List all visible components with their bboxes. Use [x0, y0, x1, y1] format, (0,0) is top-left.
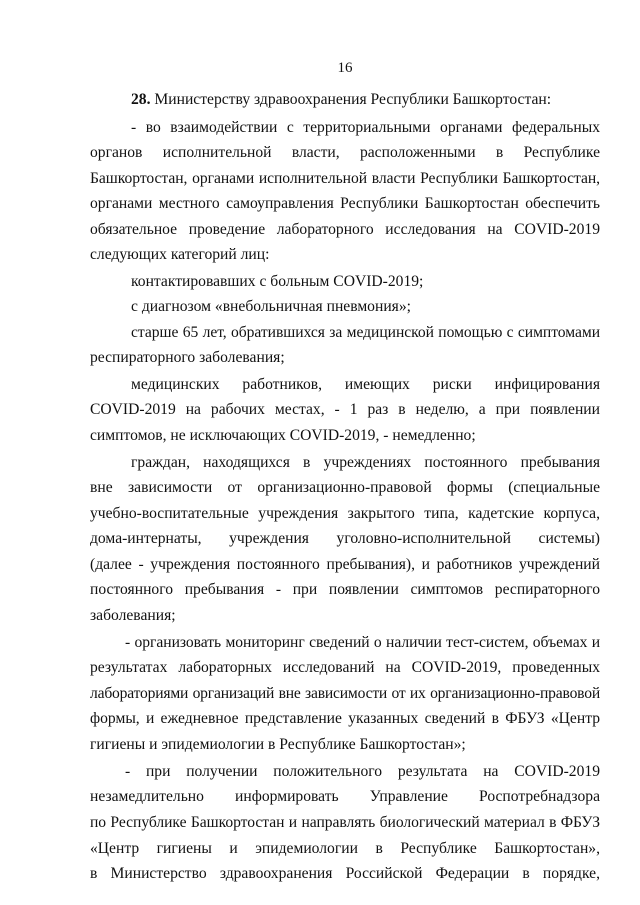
text-line: вне зависимости от организационно-правовой формы (специальные: [90, 479, 600, 496]
text-line: - при получении положительного результата на COVID-2019: [125, 763, 600, 780]
text-line: в Министерство здравоохранения Российской Федерации в порядке,: [90, 865, 600, 882]
text-line: лабораториями организаций вне зависимости от их организационно-правовой: [90, 685, 600, 702]
text-line: формы, и ежедневное представление указанных сведений в ФБУЗ «Центр: [90, 710, 600, 727]
text-line: постоянного пребывания - при появлении симптомов респираторного: [90, 581, 600, 598]
item-number: 28.: [131, 91, 151, 108]
text-line: симптомов, не исключающих COVID-2019, - немедленно;: [90, 427, 476, 444]
text-line: следующих категорий лиц:: [90, 246, 270, 263]
text-line: заболевания;: [90, 607, 176, 624]
page-number: 16: [337, 60, 353, 76]
text-line: незамедлительно информировать Управление Роспотребнадзора: [90, 788, 600, 805]
text-line: Башкортостан, органами исполнительной власти Республики Башкортостан,: [90, 170, 600, 187]
section-heading: [131, 90, 551, 110]
text-line: результатах лабораторных исследований на COVID-2019, проведенных: [90, 659, 600, 676]
text-line: COVID-2019 на рабочих местах, - 1 раз в неделю, а при появлении: [90, 401, 600, 418]
heading-text: Министерству здравоохранения Республики Башкортостан:: [154, 91, 552, 108]
text-line: - во взаимодействии с территориальными органами федеральных: [131, 119, 600, 136]
text-line: - организовать мониторинг сведений о наличии тест-систем, объемах и: [125, 634, 600, 651]
text-line: обязательное проведение лабораторного исследования на COVID-2019: [90, 221, 600, 238]
text-line: органов исполнительной власти, расположенными в Республике: [90, 144, 600, 161]
text-line: (далее - учреждения постоянного пребывания), и работников учреждений: [90, 556, 600, 573]
text-line: «Центр гигиены и эпидемиологии в Республике Башкортостан»,: [90, 840, 600, 857]
text-line: медицинских работников, имеющих риски инфицирования: [131, 376, 600, 393]
text-line: дома-интернаты, учреждения уголовно-исполнительной системы): [90, 530, 600, 547]
text-line: старше 65 лет, обратившихся за медицинской помощью с симптомами: [131, 324, 600, 341]
text-line: гигиены и эпидемиологии в Республике Башкортостан»;: [90, 736, 466, 753]
text-line: респираторного заболевания;: [90, 349, 285, 366]
text-line: контактировавших с больным COVID-2019;: [131, 273, 424, 290]
text-line: с диагнозом «внебольничная пневмония»;: [131, 298, 411, 315]
text-line: учебно-воспитательные учреждения закрытого типа, кадетские корпуса,: [90, 505, 600, 522]
text-line: по Республике Башкортостан и направлять биологический материал в ФБУЗ: [90, 814, 600, 831]
text-line: граждан, находящихся в учреждениях постоянного пребывания: [131, 454, 600, 471]
text-line: органами местного самоуправления Республики Башкортостан обеспечить: [90, 195, 600, 212]
